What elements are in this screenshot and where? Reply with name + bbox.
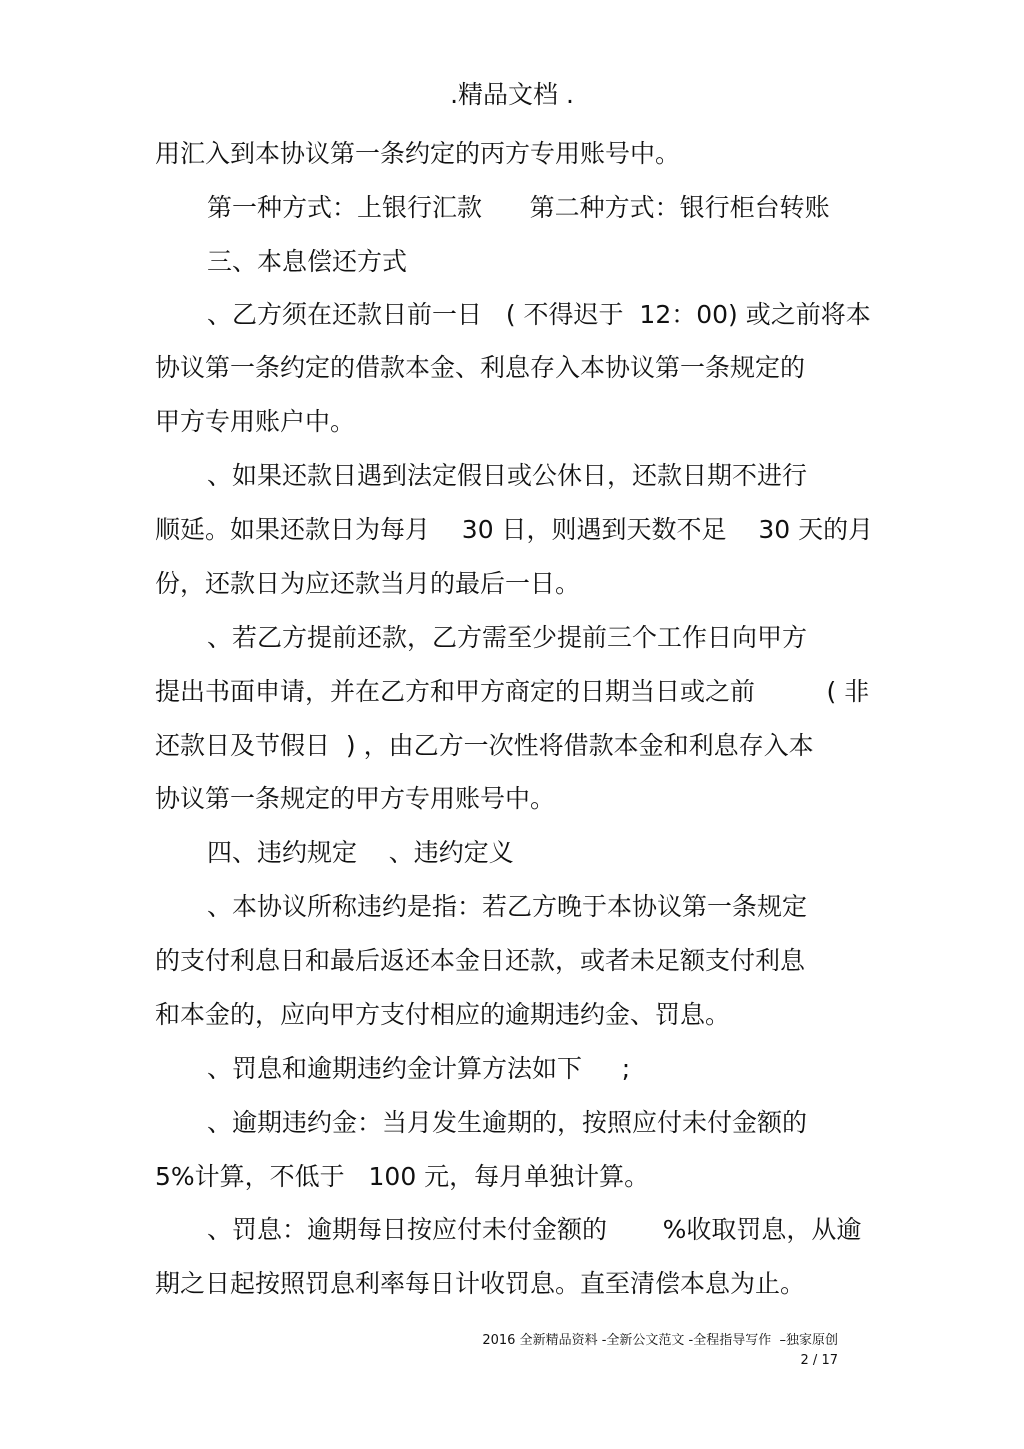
footer-tagline: 2016 全新精品资料 -全新公文范文 -全程指导写作 –独家原创 (482, 1333, 838, 1348)
text-line: 还款日及节假日 ) ，由乙方一次性将借款本金和利息存入本 (155, 731, 814, 760)
text-line: 5%计算，不低于 100 元，每月单独计算。 (155, 1162, 650, 1191)
text-line: 协议第一条约定的借款本金、利息存入本协议第一条规定的 (155, 353, 806, 382)
page-number: 2 / 17 (800, 1353, 838, 1368)
text-line: 、若乙方提前还款，乙方需至少提前三个工作日向甲方 (207, 623, 808, 652)
text-line: 、逾期违约金：当月发生逾期的，按照应付未付金额的 (207, 1108, 808, 1137)
text-line: 、如果还款日遇到法定假日或公休日，还款日期不进行 (207, 461, 808, 490)
text-line: 顺延。如果还款日为每月 30 日，则遇到天数不足 30 天的月 (155, 515, 874, 544)
text-line: 、罚息和逾期违约金计算方法如下 ; (207, 1054, 631, 1083)
text-line: 第一种方式：上银行汇款 第二种方式：银行柜台转账 (207, 193, 830, 222)
section-heading: 三、本息偿还方式 (207, 247, 408, 276)
text-line: 提出书面申请，并在乙方和甲方商定的日期当日或之前 ( 非 (155, 677, 870, 706)
text-line: 协议第一条规定的甲方专用账号中。 (155, 784, 556, 813)
text-line: 、本协议所称违约是指：若乙方晚于本协议第一条规定 (207, 892, 808, 921)
text-line: 、罚息：逾期每日按应付未付金额的 %收取罚息，从逾 (207, 1215, 862, 1244)
text-line: 的支付利息日和最后返还本金日还款，或者未足额支付利息 (155, 946, 806, 975)
section-heading: 四、违约规定 、违约定义 (207, 838, 514, 867)
text-line: 、乙方须在还款日前一日 ( 不得迟于 12：00) 或之前将本 (207, 300, 871, 329)
text-line: 甲方专用账户中。 (155, 407, 356, 436)
page-header-title: .精品文档 . (450, 80, 574, 109)
text-line: 和本金的，应向甲方支付相应的逾期违约金、罚息。 (155, 1000, 731, 1029)
text-line: 份，还款日为应还款当月的最后一日。 (155, 569, 581, 598)
text-line: 用汇入到本协议第一条约定的丙方专用账号中。 (155, 139, 681, 168)
text-line: 期之日起按照罚息利率每日计收罚息。直至清偿本息为止。 (155, 1269, 806, 1298)
